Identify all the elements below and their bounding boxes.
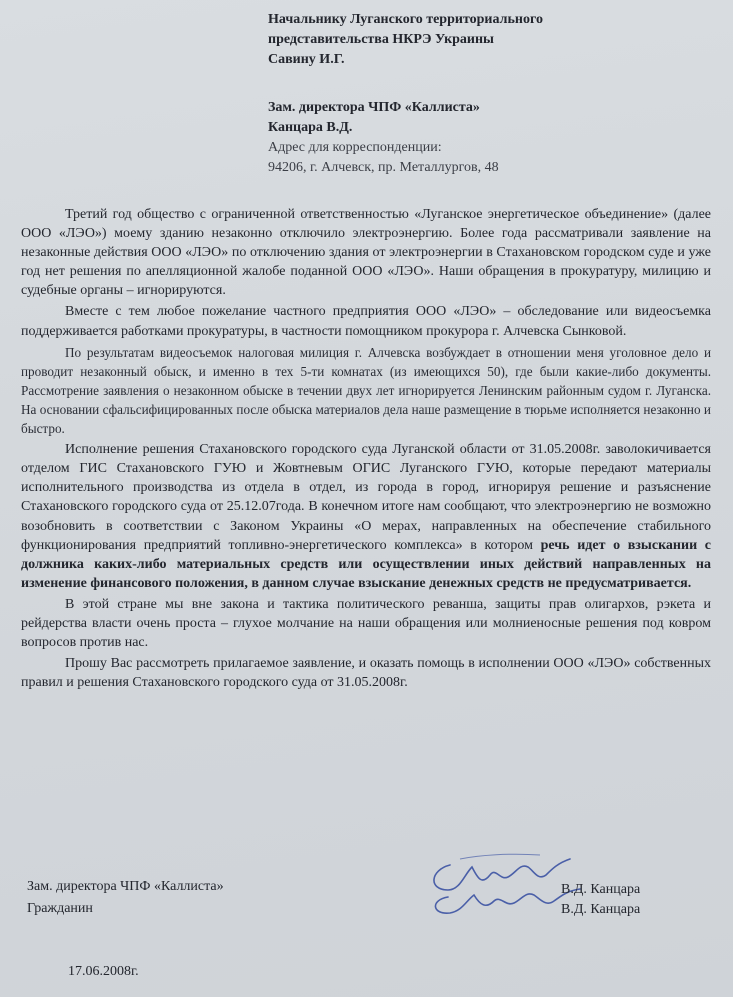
signatory-names xyxy=(561,880,640,920)
paragraph-2: Вместе с тем любое пожелание частного предприятия ООО «ЛЭО» – обследование или видеосъемка поддерживается работками прокуратуры, в частности помощником прокурора г. Алчевска Сынковой. xyxy=(21,304,711,339)
paragraph-4 xyxy=(21,440,711,593)
addressee-line-1: Начальнику Луганского территориального xyxy=(268,12,543,27)
paragraph-6: Прошу Вас рассмотреть прилагаемое заявление, и оказать помощь в исполнении ООО «ЛЭО» собственных правил и решения Стахановского городского суда от 31.05.2008г. xyxy=(21,656,711,691)
signatory-position: Зам. директора ЧПФ «Каллиста» xyxy=(27,879,224,894)
paragraph-5: В этой стране мы вне закона и тактика политического реванша, защиты прав олигархов, рэкета и рейдерства власти очень проста – глухое молчание на наши обращения или молниеносные решения под ковром вопросов против нас. xyxy=(21,596,711,651)
sender-position: Зам. директора ЧПФ «Каллиста» xyxy=(268,100,480,115)
sender-name: Канцара В.Д. xyxy=(268,120,353,135)
letter-date: 17.06.2008г. xyxy=(68,964,139,979)
addressee-name: Савину И.Г. xyxy=(268,52,345,67)
paragraph-1: Третий год общество с ограниченной ответственностью «Луганское энергетическое объединение» (далее ООО «ЛЭО») моему зданию незаконно отключило электроэнергию. Более года рассматривали заявление на незаконные действия ООО «ЛЭО» по отключению здания от электроэнергии в Стахановском городском суде и уже год нет решения по апелляционной жалобе поданной ООО «ЛЭО». Наши обращения в прокуратуру, милицию и судебные органы – игнорируются. xyxy=(21,207,711,299)
sender-address: 94206, г. Алчевск, пр. Металлургов, 48 xyxy=(268,160,499,175)
sender-address-label: Адрес для корреспонденции: xyxy=(268,140,442,155)
signatory-block xyxy=(27,876,224,920)
paragraph-4-bold-text: речь идет о взыскании с должника каких-либо материальных средств или осуществлении иных действий направленных на изменение финансового положения, в данном случае взыскание денежных средств не предусматривается. xyxy=(21,537,711,591)
addressee-block xyxy=(268,10,708,178)
paragraph-3: По результатам видеосъемок налоговая милиция г. Алчевска возбуждает в отношении меня уголовное дело и проводит незаконный обыск, и именно в тех 5-ти комнатах (из имеющихся 50), где были какие-либо документы. Рассмотрение заявления о незаконном обыске в течении двух лет игнорируется Ленинским районным судом г. Луганска. На основании сфальсифицированных после обыска материалов дела наше размещение в тюрьме исполняется незаконно и быстро. xyxy=(21,344,711,437)
signatory-name-2: В.Д. Канцара xyxy=(561,902,641,917)
letter-body xyxy=(21,205,711,694)
signatory-name-1: В.Д. Канцара xyxy=(561,882,641,897)
signatory-citizen: Гражданин xyxy=(27,901,93,916)
paragraph-4-text: Исполнение решения Стахановского городского суда Луганской области от 31.05.2008г. заволокичивается отделом ГИС Стахановского ГУЮ и Жовтневым ОГИС Луганского ГУЮ, которые передают материалы исполнительного производства из отдела в отдел, из города в город, игнорируя решение и разъяснение Стахановского городского суда от 25.12.07года. В конечном итоге нам сообщают, что электроэнергию не возможно возобновить в соответствии с Законом Украины «О мерах, направленных на обеспечение стабильного функционирования предприятий топливно-энергетического комплекса» в котором xyxy=(21,442,711,553)
addressee-line-2: представительства НКРЭ Украины xyxy=(268,32,494,47)
